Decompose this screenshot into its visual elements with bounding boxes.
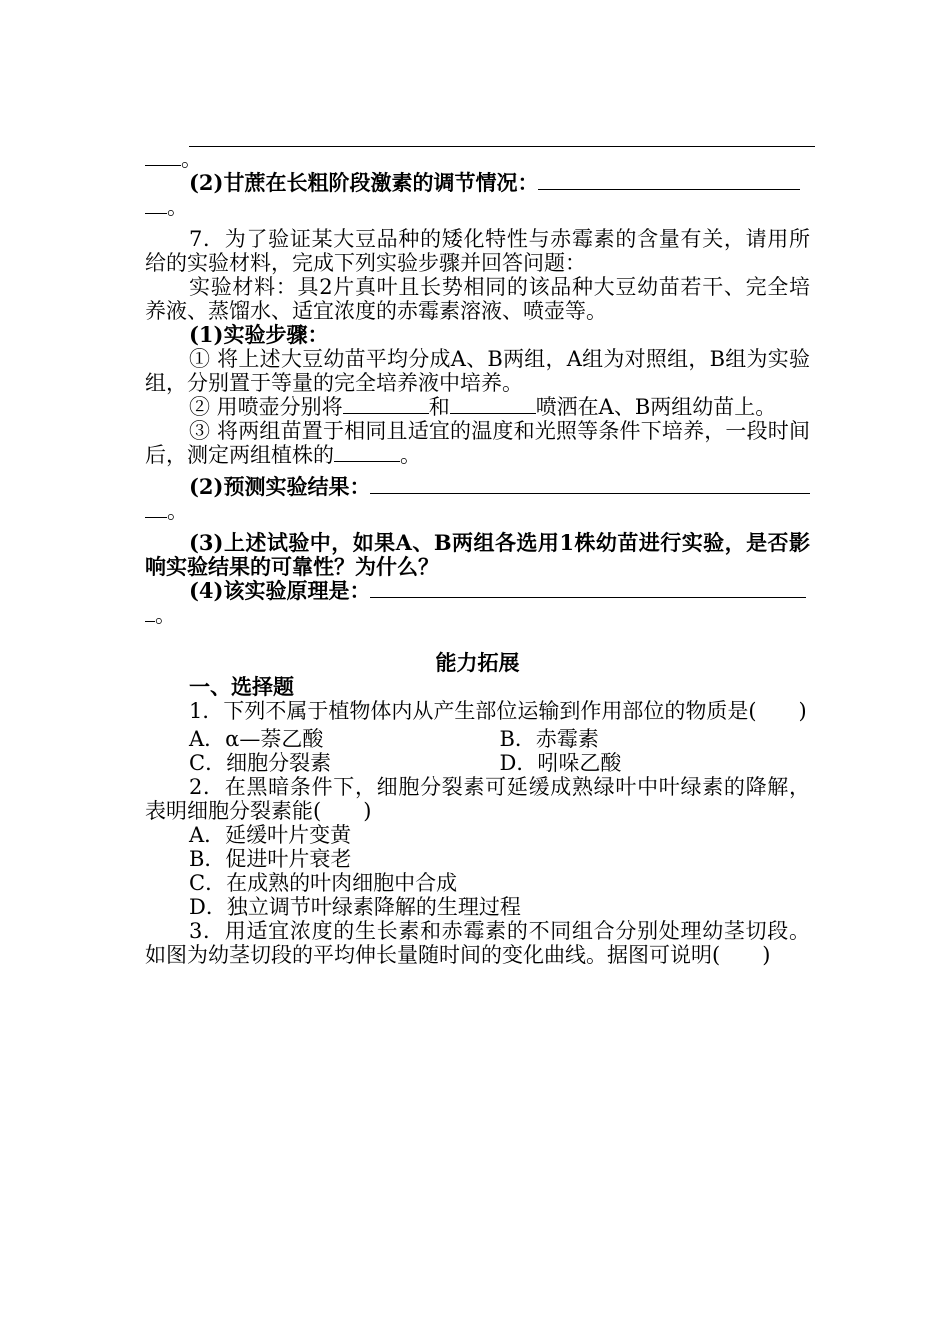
section-subtitle: 一、选择题 bbox=[189, 674, 294, 699]
answer-blank[interactable] bbox=[370, 475, 810, 494]
q7-materials: 实验材料：具2片真叶且长势相同的该品种大豆幼苗若干、完全培养液、蒸馏水、适宜浓度的赤霉素溶液、喷壶等。 bbox=[145, 275, 810, 323]
q7-part3: (3)上述试验中，如果A、B两组各选用1株幼苗进行实验，是否影响实验结果的可靠性？为什么？ bbox=[145, 530, 810, 579]
answer-blank[interactable] bbox=[145, 195, 167, 214]
mc2-option-c[interactable]: C．在成熟的叶肉细胞中合成 bbox=[189, 871, 458, 895]
q6-part2: (2)甘蔗在长粗阶段激素的调节情况： bbox=[145, 171, 810, 195]
mc2-stem: 2．在黑暗条件下，细胞分裂素可延缓成熟绿叶中叶绿素的降解，表明细胞分裂素能( ) bbox=[145, 775, 810, 823]
q7-step3: ③ 将两组苗置于相同且适宜的温度和光照等条件下培养，一段时间后，测定两组植株的 。 bbox=[145, 419, 810, 467]
q6-part2-end: 。 bbox=[145, 195, 810, 219]
answer-blank[interactable] bbox=[370, 579, 806, 598]
mc1-option-b[interactable]: B．赤霉素 bbox=[499, 727, 599, 751]
answer-blank[interactable] bbox=[538, 171, 800, 190]
q7-part4: (4)该实验原理是： bbox=[145, 579, 810, 603]
q7-intro: 7．为了验证某大豆品种的矮化特性与赤霉素的含量有关，请用所给的实验材料，完成下列实验步骤并回答问题： bbox=[145, 227, 810, 275]
mc1-options-row1 bbox=[145, 727, 810, 751]
answer-blank[interactable] bbox=[145, 147, 181, 166]
section-title: 能力拓展 bbox=[435, 650, 520, 675]
answer-blank[interactable] bbox=[145, 499, 167, 518]
mc1-stem: 1．下列不属于植物体内从产生部位运输到作用部位的物质是( ) bbox=[189, 699, 807, 723]
q7-step1: ① 将上述大豆幼苗平均分成A、B两组，A组为对照组，B组为实验组，分别置于等量的完全培养液中培养。 bbox=[145, 347, 810, 395]
mc1-option-d[interactable]: D．吲哚乙酸 bbox=[499, 751, 622, 775]
answer-blank[interactable] bbox=[145, 603, 155, 622]
q7-prediction: (2)预测实验结果： bbox=[145, 475, 810, 499]
mc2-option-b[interactable]: B．促进叶片衰老 bbox=[189, 847, 352, 871]
mc1-option-c[interactable]: C．细胞分裂素 bbox=[189, 751, 332, 775]
q7-part4-end: 。 bbox=[145, 603, 810, 627]
mc3-stem: 3．用适宜浓度的生长素和赤霉素的不同组合分别处理幼茎切段。如图为幼茎切段的平均伸长量随时间的变化曲线。据图可说明( ) bbox=[145, 919, 810, 967]
answer-line bbox=[189, 128, 815, 147]
continuation-line: 。 bbox=[145, 147, 810, 171]
answer-blank[interactable] bbox=[343, 395, 429, 414]
mc2-option-a[interactable]: A．延缓叶片变黄 bbox=[189, 823, 352, 847]
q7-step2: ② 用喷壶分别将 和 喷洒在A、B两组幼苗上。 bbox=[189, 395, 777, 419]
mc2-option-d[interactable]: D．独立调节叶绿素降解的生理过程 bbox=[189, 895, 521, 919]
document-page bbox=[145, 128, 810, 967]
q7-prediction-end: 。 bbox=[145, 499, 810, 523]
mc1-options-row2 bbox=[145, 751, 810, 775]
mc1-option-a[interactable]: A．α—萘乙酸 bbox=[189, 727, 324, 751]
answer-blank[interactable] bbox=[334, 443, 400, 462]
answer-blank[interactable] bbox=[450, 395, 536, 414]
q7-steps-label: (1)实验步骤： bbox=[189, 322, 329, 347]
